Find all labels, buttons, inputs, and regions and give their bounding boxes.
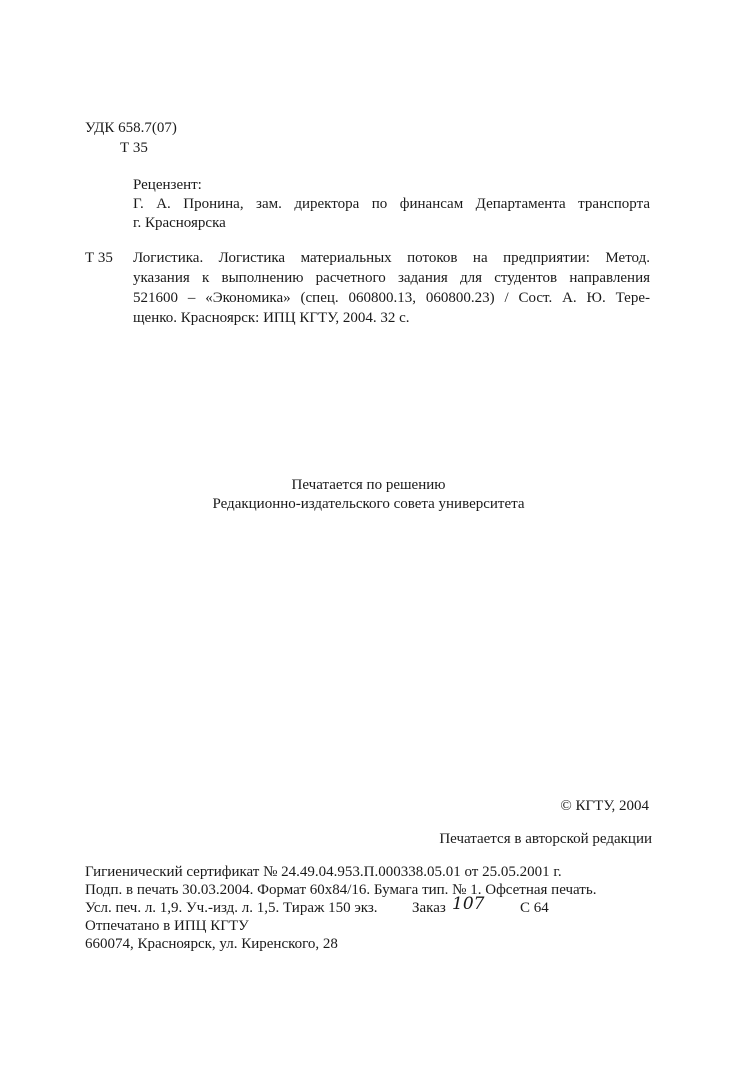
imprint-volume: Усл. печ. л. 1,9. Уч.-изд. л. 1,5. Тираж 150 экз. [85, 900, 378, 916]
imprint-print-details: Подп. в печать 30.03.2004. Формат 60х84/16. Бумага тип. № 1. Офсетная печать. [85, 882, 597, 898]
imprint-printed-at: Отпечатано в ИПЦ КГТУ [85, 918, 249, 934]
imprint-certificate: Гигиенический сертификат № 24.49.04.953.П.000338.05.01 от 25.05.2001 г. [85, 864, 562, 880]
author-mark: Т 35 [120, 140, 148, 156]
catalog-line-4: щенко. Красноярск: ИПЦ КГТУ, 2004. 32 с. [133, 310, 410, 326]
reviewer-label: Рецензент: [133, 177, 202, 193]
catalog-line-1: Логистика. Логистика материальных потоков на предприятии: Метод. [133, 250, 650, 266]
catalog-mark: Т 35 [85, 250, 113, 266]
print-decision-line-2: Редакционно-издательского совета университета [212, 496, 525, 512]
catalog-line-3: 521600 – «Экономика» (спец. 060800.13, 060800.23) / Сост. А. Ю. Тере- [133, 290, 650, 306]
reviewer-line-2: г. Красноярска [133, 215, 226, 231]
order-label: Заказ [412, 900, 446, 916]
imprint-address: 660074, Красноярск, ул. Киренского, 28 [85, 936, 338, 952]
catalog-line-2: указания к выполнению расчетного задания для студентов направления [133, 270, 650, 286]
copyright: © КГТУ, 2004 [560, 798, 649, 814]
author-edition-note: Печатается в авторской редакции [439, 831, 652, 847]
order-number-handwritten: 107 [452, 894, 485, 914]
print-decision-line-1: Печатается по решению [291, 477, 446, 493]
reviewer-line-1: Г. А. Пронина, зам. директора по финансам Департамента транспорта [133, 196, 650, 212]
imprint-code: С 64 [520, 900, 549, 916]
udk-code: УДК 658.7(07) [85, 120, 177, 136]
